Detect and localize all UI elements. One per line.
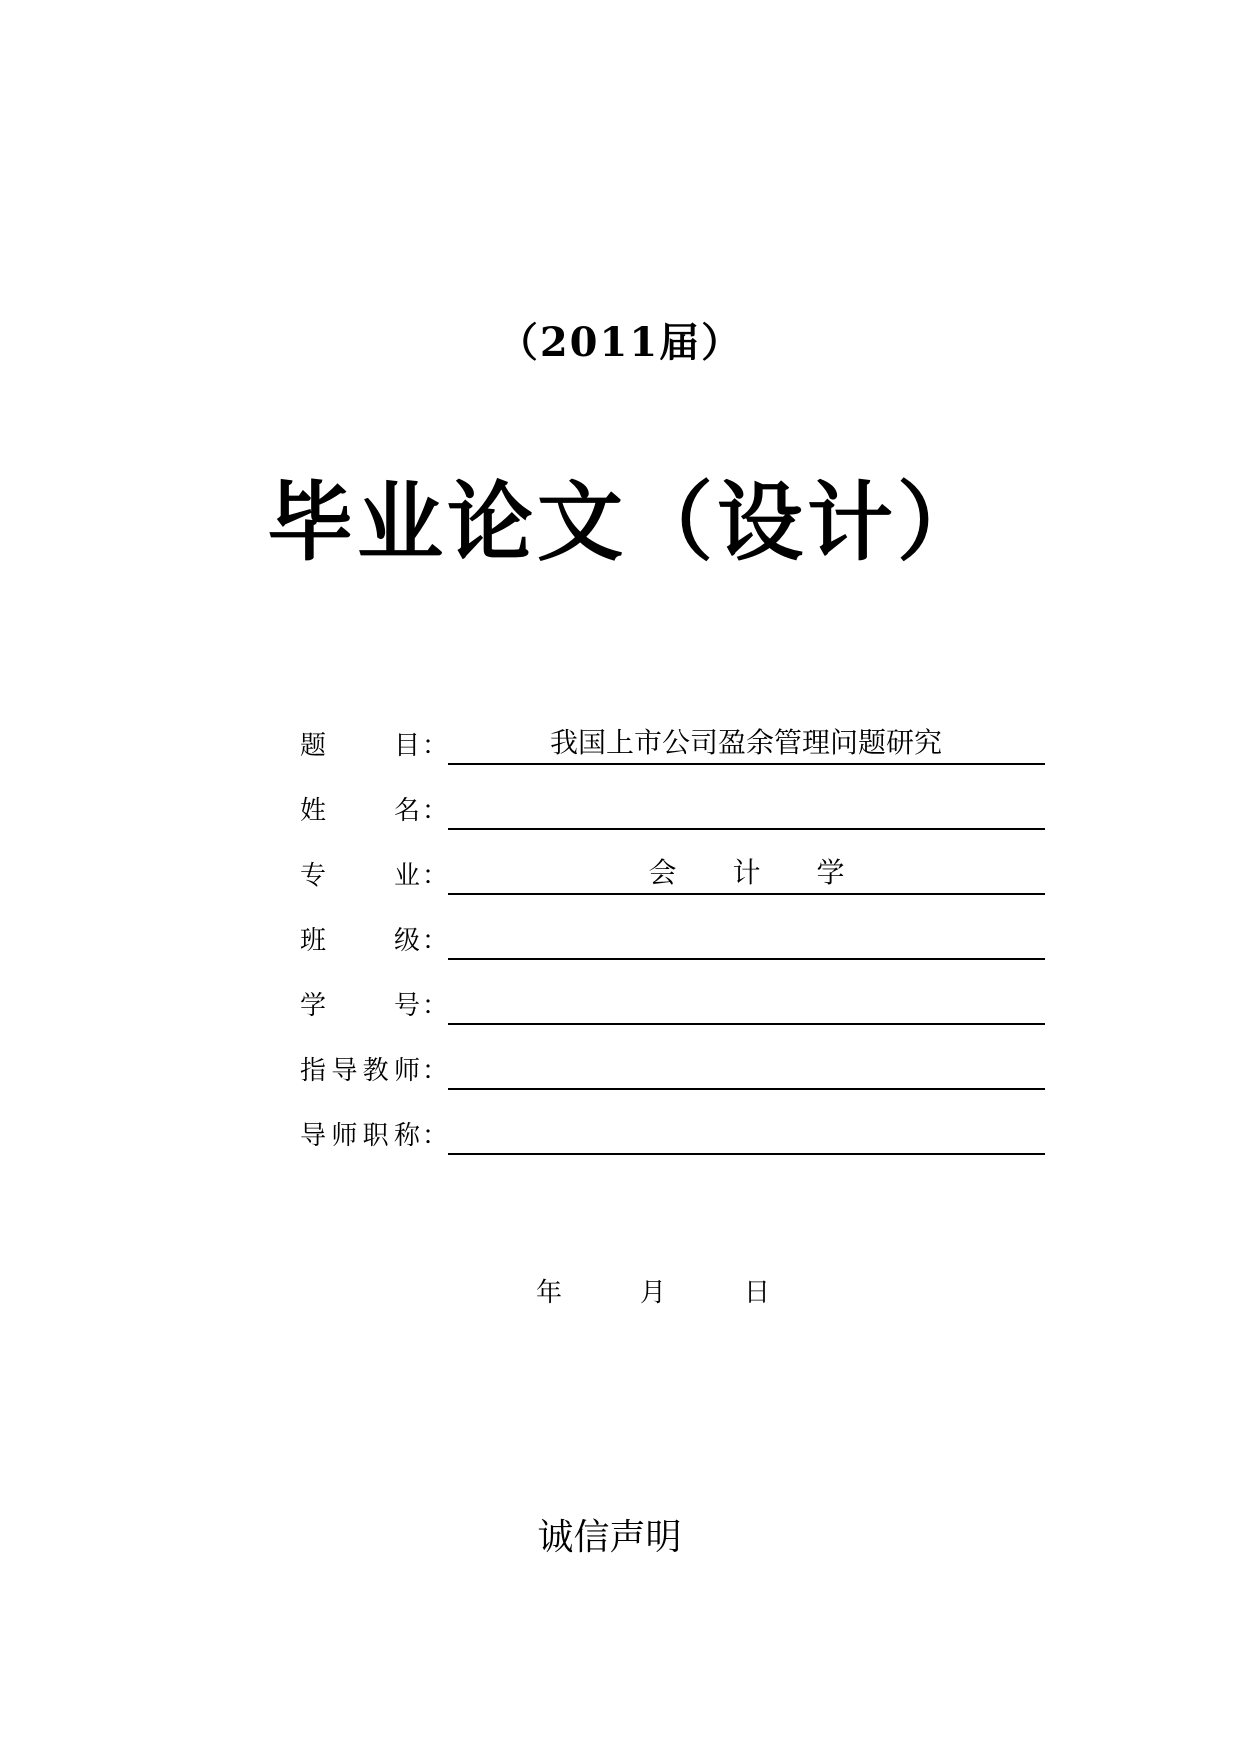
field-label-student-id: 学号 (300, 991, 420, 1021)
field-row-class (300, 910, 1050, 975)
field-underline-advisor-title (448, 1109, 1045, 1155)
field-label-advisor-title: 导师职称 (300, 1121, 420, 1151)
graduation-year: （2011届） (497, 319, 744, 366)
field-label-name: 姓名 (300, 796, 420, 826)
field-colon: ： (422, 861, 449, 891)
field-row-advisor (300, 1040, 1050, 1105)
field-underline-advisor (448, 1044, 1045, 1090)
field-colon: ： (422, 731, 449, 761)
field-value-topic: 我国上市公司盈余管理问题研究 (550, 726, 943, 759)
cover-title: 毕业论文（设计） (267, 472, 987, 573)
field-value-major: 会 计 学 (648, 856, 845, 889)
field-underline-class (448, 914, 1045, 960)
field-label-advisor: 指导教师 (300, 1056, 420, 1086)
date-line: 年 月 日 (536, 1278, 771, 1308)
field-label-class: 班级 (300, 926, 420, 956)
field-colon: ： (422, 926, 449, 956)
field-colon: ： (422, 1121, 449, 1151)
field-row-student-id (300, 975, 1050, 1040)
field-underline-topic (448, 719, 1045, 765)
field-colon: ： (422, 1056, 449, 1086)
field-colon: ： (422, 991, 449, 1021)
cover-info-form (300, 715, 1050, 1170)
field-row-advisor-title (300, 1105, 1050, 1170)
field-underline-student-id (448, 979, 1045, 1025)
field-row-topic (300, 715, 1050, 780)
field-label-major: 专业 (300, 861, 420, 891)
integrity-statement-heading: 诚信声明 (537, 1517, 682, 1558)
field-underline-name (448, 784, 1045, 830)
field-underline-major (448, 849, 1045, 895)
field-row-major (300, 845, 1050, 910)
field-colon: ： (422, 796, 449, 826)
field-row-name (300, 780, 1050, 845)
field-label-topic: 题目 (300, 731, 420, 761)
